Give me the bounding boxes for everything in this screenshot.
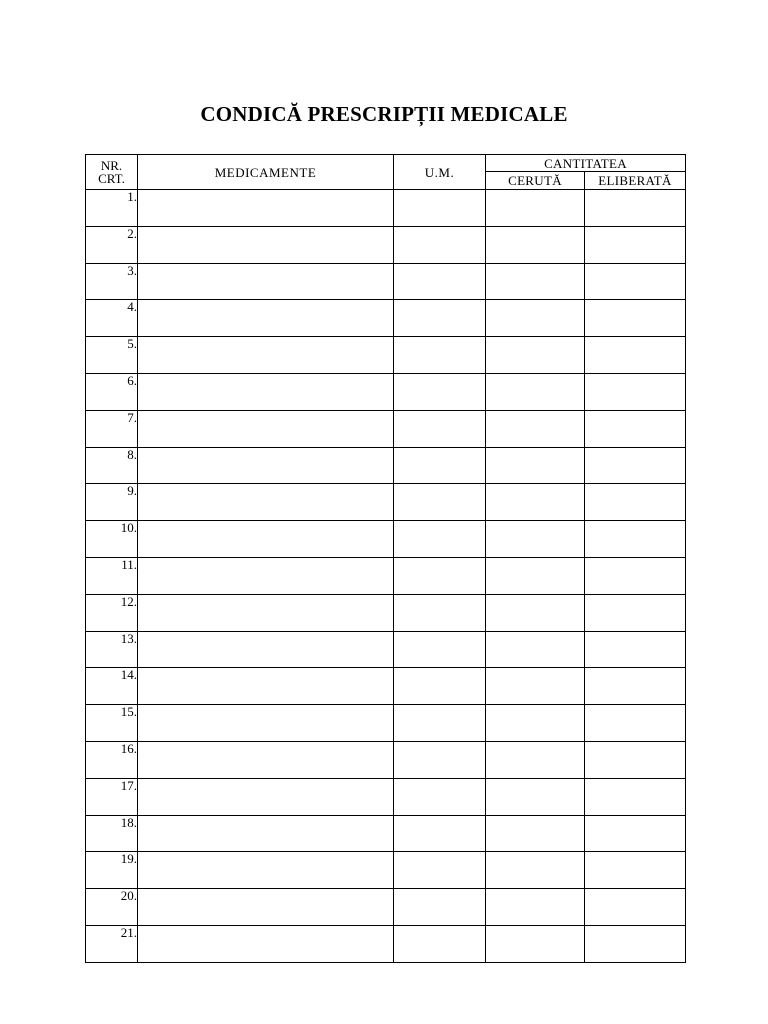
eliberata-cell[interactable]: [585, 815, 686, 852]
eliberata-cell[interactable]: [585, 300, 686, 337]
table-row: [86, 925, 686, 962]
ceruta-cell[interactable]: [486, 889, 585, 926]
eliberata-cell[interactable]: [585, 557, 686, 594]
table-row: [86, 263, 686, 300]
eliberata-cell[interactable]: [585, 631, 686, 668]
eliberata-cell[interactable]: [585, 337, 686, 374]
ceruta-cell[interactable]: [486, 190, 585, 227]
ceruta-cell[interactable]: [486, 226, 585, 263]
um-cell[interactable]: [394, 594, 486, 631]
row-number-cell: 21.: [86, 925, 138, 962]
ceruta-cell[interactable]: [486, 447, 585, 484]
ceruta-cell[interactable]: [486, 521, 585, 558]
eliberata-cell[interactable]: [585, 741, 686, 778]
row-number-cell: 2.: [86, 226, 138, 263]
um-cell[interactable]: [394, 521, 486, 558]
row-number-cell: 18.: [86, 815, 138, 852]
ceruta-cell[interactable]: [486, 373, 585, 410]
ceruta-cell[interactable]: [486, 300, 585, 337]
medicament-cell[interactable]: [138, 190, 394, 227]
nr-crt-header: [86, 155, 138, 190]
table-row: [86, 557, 686, 594]
eliberata-cell[interactable]: [585, 521, 686, 558]
ceruta-cell[interactable]: [486, 668, 585, 705]
row-number-cell: 7.: [86, 410, 138, 447]
um-cell[interactable]: [394, 373, 486, 410]
um-cell[interactable]: [394, 447, 486, 484]
eliberata-cell[interactable]: [585, 373, 686, 410]
ceruta-cell[interactable]: [486, 484, 585, 521]
medicament-cell[interactable]: [138, 337, 394, 374]
um-cell[interactable]: [394, 705, 486, 742]
table-row: [86, 631, 686, 668]
medicament-cell[interactable]: [138, 226, 394, 263]
row-number-cell: 19.: [86, 852, 138, 889]
table-header: [86, 155, 686, 190]
row-number-cell: 9.: [86, 484, 138, 521]
medicament-cell[interactable]: [138, 705, 394, 742]
row-number-cell: 13.: [86, 631, 138, 668]
um-cell[interactable]: [394, 410, 486, 447]
medicament-cell[interactable]: [138, 300, 394, 337]
um-cell[interactable]: [394, 557, 486, 594]
medicament-cell[interactable]: [138, 594, 394, 631]
medicament-cell[interactable]: [138, 410, 394, 447]
table-row: [86, 705, 686, 742]
row-number-cell: 5.: [86, 337, 138, 374]
ceruta-cell[interactable]: [486, 410, 585, 447]
table-row: [86, 410, 686, 447]
table-row: [86, 668, 686, 705]
table-row: [86, 889, 686, 926]
eliberata-cell[interactable]: [585, 705, 686, 742]
ceruta-cell[interactable]: [486, 741, 585, 778]
eliberata-cell[interactable]: [585, 263, 686, 300]
ceruta-cell[interactable]: [486, 778, 585, 815]
ceruta-cell[interactable]: [486, 337, 585, 374]
um-cell[interactable]: [394, 300, 486, 337]
row-number-cell: 11.: [86, 557, 138, 594]
table-row: [86, 337, 686, 374]
ceruta-cell[interactable]: [486, 705, 585, 742]
medicament-cell[interactable]: [138, 852, 394, 889]
table-row: [86, 741, 686, 778]
row-number-cell: 14.: [86, 668, 138, 705]
nr-header-line2: CRT.: [98, 171, 125, 186]
ceruta-cell[interactable]: [486, 631, 585, 668]
row-number-cell: 20.: [86, 889, 138, 926]
medicament-cell[interactable]: [138, 631, 394, 668]
table-row: [86, 594, 686, 631]
eliberata-cell[interactable]: [585, 410, 686, 447]
table-row: [86, 484, 686, 521]
table-row: [86, 852, 686, 889]
eliberata-cell[interactable]: [585, 852, 686, 889]
medicament-cell[interactable]: [138, 668, 394, 705]
um-cell[interactable]: [394, 263, 486, 300]
um-cell[interactable]: [394, 631, 486, 668]
eliberata-cell[interactable]: [585, 226, 686, 263]
um-cell[interactable]: [394, 889, 486, 926]
row-number-cell: 4.: [86, 300, 138, 337]
ceruta-cell[interactable]: [486, 557, 585, 594]
table-row: [86, 190, 686, 227]
row-number-cell: 15.: [86, 705, 138, 742]
medicament-cell[interactable]: [138, 741, 394, 778]
medicament-cell[interactable]: [138, 484, 394, 521]
row-number-cell: 10.: [86, 521, 138, 558]
um-cell[interactable]: [394, 815, 486, 852]
um-cell[interactable]: [394, 668, 486, 705]
medicament-cell[interactable]: [138, 263, 394, 300]
row-number-cell: 17.: [86, 778, 138, 815]
table-row: [86, 815, 686, 852]
eliberata-cell[interactable]: [585, 925, 686, 962]
eliberata-cell[interactable]: [585, 889, 686, 926]
eliberata-cell[interactable]: [585, 778, 686, 815]
table-row: [86, 226, 686, 263]
um-cell[interactable]: [394, 226, 486, 263]
ceruta-cell[interactable]: [486, 263, 585, 300]
um-cell[interactable]: [394, 778, 486, 815]
eliberata-cell[interactable]: [585, 190, 686, 227]
um-header: U.M.: [394, 155, 486, 190]
um-cell[interactable]: [394, 925, 486, 962]
row-number-cell: 12.: [86, 594, 138, 631]
medicament-cell[interactable]: [138, 373, 394, 410]
eliberata-cell[interactable]: [585, 668, 686, 705]
medicament-cell[interactable]: [138, 925, 394, 962]
table-body: [86, 190, 686, 963]
um-cell[interactable]: [394, 852, 486, 889]
table-row: [86, 373, 686, 410]
medicament-cell[interactable]: [138, 557, 394, 594]
medicament-cell[interactable]: [138, 447, 394, 484]
table-row: [86, 447, 686, 484]
medicamente-header: MEDICAMENTE: [138, 155, 394, 190]
ceruta-header: CERUTĂ: [486, 172, 585, 190]
medicament-cell[interactable]: [138, 889, 394, 926]
ceruta-cell[interactable]: [486, 594, 585, 631]
eliberata-cell[interactable]: [585, 447, 686, 484]
nr-header-line1: NR.: [100, 158, 123, 173]
ceruta-cell[interactable]: [486, 925, 585, 962]
table-row: [86, 778, 686, 815]
row-number-cell: 6.: [86, 373, 138, 410]
medicament-cell[interactable]: [138, 815, 394, 852]
um-cell[interactable]: [394, 337, 486, 374]
um-cell[interactable]: [394, 190, 486, 227]
table-row: [86, 300, 686, 337]
um-cell[interactable]: [394, 741, 486, 778]
row-number-cell: 1.: [86, 190, 138, 227]
row-number-cell: 16.: [86, 741, 138, 778]
table-row: [86, 521, 686, 558]
page-title: CONDICĂ PRESCRIPȚII MEDICALE: [200, 102, 568, 126]
eliberata-header: ELIBERATĂ: [585, 172, 686, 190]
ceruta-cell[interactable]: [486, 815, 585, 852]
row-number-cell: 8.: [86, 447, 138, 484]
medicament-cell[interactable]: [138, 521, 394, 558]
ceruta-cell[interactable]: [486, 852, 585, 889]
cantitatea-header: CANTITATEA: [486, 155, 686, 172]
medicament-cell[interactable]: [138, 778, 394, 815]
header-row-top: [86, 155, 686, 172]
prescriptions-table: [85, 154, 686, 963]
row-number-cell: 3.: [86, 263, 138, 300]
eliberata-cell[interactable]: [585, 484, 686, 521]
eliberata-cell[interactable]: [585, 594, 686, 631]
um-cell[interactable]: [394, 484, 486, 521]
